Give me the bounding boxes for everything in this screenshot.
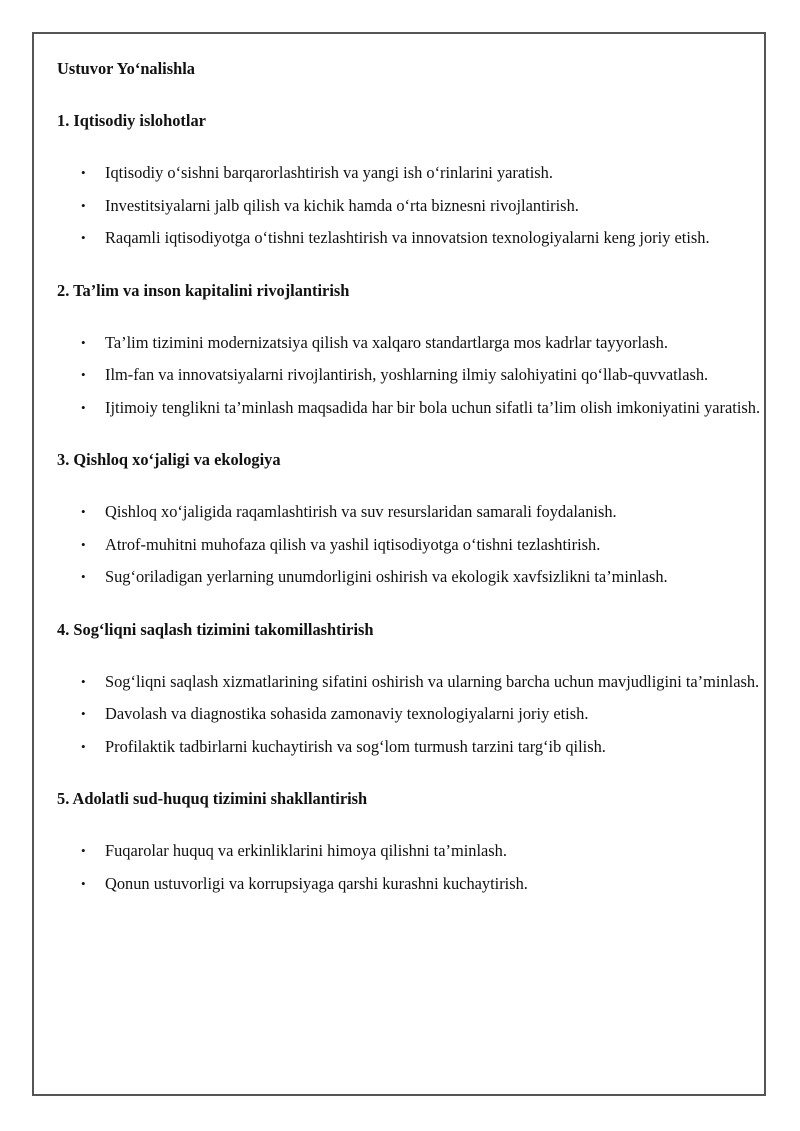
section-heading: 2. Ta’lim va inson kapitalini rivojlantirish	[57, 280, 350, 300]
bullet-icon: •	[81, 673, 86, 689]
section-heading: 3. Qishloq xo‘jaligi va ekologiya	[57, 450, 281, 469]
section-heading: 5. Adolatli sud-huquq tizimini shakllantirish	[57, 789, 368, 808]
bullet-icon: •	[81, 875, 86, 891]
list-item	[57, 666, 770, 699]
list-item	[57, 698, 770, 731]
list-item-text: Iqtisodiy o‘sishni barqarorlashtirish va yangi ish o‘rinlarini yaratish.	[105, 163, 553, 182]
list-item	[57, 561, 770, 594]
bullet-icon: •	[81, 738, 86, 754]
list-item	[57, 157, 770, 190]
list-item-text: Fuqarolar huquq va erkinliklarini himoya qilishni ta’minlash.	[105, 841, 507, 860]
list-item	[57, 359, 770, 392]
bullet-icon: •	[81, 504, 86, 519]
bullet-icon: •	[81, 230, 86, 245]
section-economic-reforms	[57, 109, 747, 255]
list-item	[57, 392, 770, 425]
section-education	[57, 279, 761, 425]
bullet-icon: •	[81, 367, 86, 382]
list-item-text: Sog‘liqni saqlash xizmatlarining sifatini oshirish va ularning barcha uchun mavjudligini ta’minlash.	[105, 671, 760, 691]
section-heading: 4. Sog‘liqni saqlash tizimini takomillashtirish	[57, 619, 374, 639]
bullet-icon: •	[81, 165, 86, 180]
list-item-text: Profilaktik tadbirlarni kuchaytirish va sog‘lom turmush tarzini targ‘ib qilish.	[105, 736, 606, 756]
list-item	[57, 835, 770, 868]
list-item-text: Davolash va diagnostika sohasida zamonaviy texnologiyalarni joriy etish.	[105, 704, 589, 723]
document-body	[57, 57, 761, 900]
list-item	[57, 529, 770, 562]
list-item	[57, 731, 770, 764]
list-item-text: Ta’lim tizimini modernizatsiya qilish va xalqaro standartlarga mos kadrlar tayyorlash.	[105, 332, 668, 352]
list-item-text: Ijtimoiy tenglikni ta’minlash maqsadida har bir bola uchun sifatli ta’lim olish imkoniyatini yaratish.	[105, 397, 761, 417]
bullet-icon: •	[81, 197, 86, 213]
section-heading: 1. Iqtisodiy islohotlar	[57, 111, 206, 130]
list-item-text: Raqamli iqtisodiyotga o‘tishni tezlashtirish va innovatsion texnologiyalarni keng joriy etish.	[105, 228, 710, 247]
list-item-text: Investitsiyalarni jalb qilish va kichik hamda o‘rta biznesni rivojlantirish.	[105, 195, 579, 215]
list-item-text: Sug‘oriladigan yerlarning unumdorligini oshirish va ekologik xavfsizlikni ta’minlash.	[105, 567, 668, 586]
list-item	[57, 496, 770, 529]
bullet-icon: •	[81, 569, 86, 584]
section-healthcare	[57, 618, 760, 764]
bullet-list	[57, 835, 747, 900]
list-item	[57, 222, 770, 255]
list-item-text: Ilm-fan va innovatsiyalarni rivojlantirish, yoshlarning ilmiy salohiyatini qo‘llab-quvvatlash.	[105, 365, 709, 384]
bullet-list	[57, 496, 747, 594]
list-item-text: Qonun ustuvorligi va korrupsiyaga qarshi kurashni kuchaytirish.	[105, 873, 528, 893]
list-item	[57, 327, 770, 360]
bullet-list	[57, 327, 761, 425]
list-item	[57, 190, 770, 223]
document-title: Ustuvor Yo‘nalishla	[57, 59, 195, 78]
list-item-text: Atrof-muhitni muhofaza qilish va yashil iqtisodiyotga o‘tishni tezlashtirish.	[105, 534, 601, 554]
list-item-text: Qishloq xo‘jaligida raqamlashtirish va suv resurslaridan samarali foydalanish.	[105, 502, 617, 521]
section-agriculture-ecology	[57, 448, 747, 594]
bullet-icon: •	[81, 843, 86, 858]
bullet-icon: •	[81, 399, 86, 415]
bullet-list	[57, 157, 747, 255]
section-judicial-system	[57, 787, 747, 900]
bullet-icon: •	[81, 706, 86, 721]
bullet-icon: •	[81, 536, 86, 552]
bullet-icon: •	[81, 334, 86, 350]
list-item	[57, 868, 770, 901]
bullet-list	[57, 666, 760, 764]
